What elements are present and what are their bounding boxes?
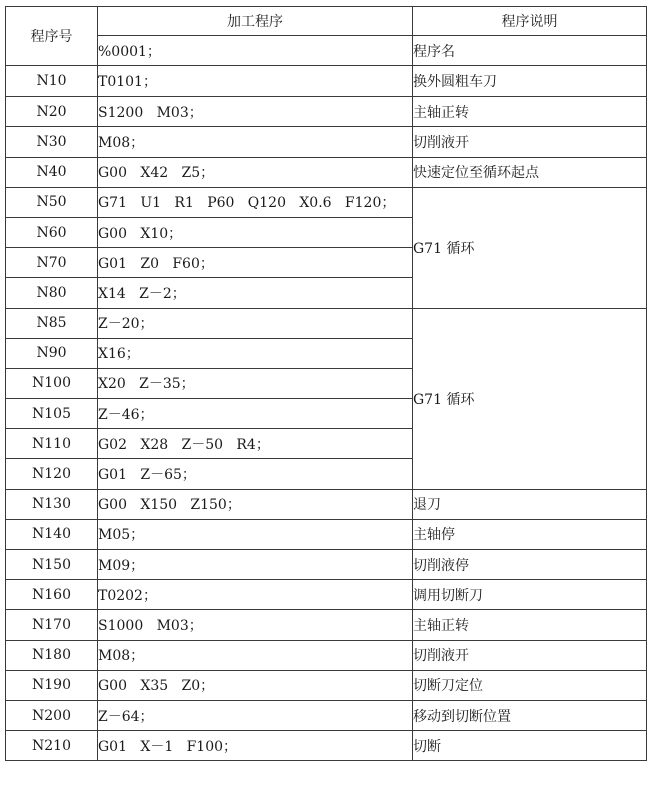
- row-code: S1000 M03；: [98, 610, 413, 640]
- row-number: N150: [6, 550, 98, 580]
- row-number: N200: [6, 700, 98, 730]
- row-number: N10: [6, 66, 98, 97]
- table-row: [6, 519, 647, 549]
- row-number: N50: [6, 187, 98, 217]
- row-code: X20 Z－35；: [98, 368, 413, 398]
- row-code: Z－20；: [98, 308, 413, 338]
- row-code: G71 U1 R1 P60 Q120 X0.6 F120；: [98, 187, 413, 217]
- program-number-cell: %0001；: [98, 36, 413, 66]
- row-number: N160: [6, 580, 98, 610]
- table-row: [6, 97, 647, 127]
- row-code: G00 X35 Z0；: [98, 670, 413, 700]
- row-code: X16；: [98, 338, 413, 368]
- row-code: Z－46；: [98, 399, 413, 429]
- row-code: T0101；: [98, 66, 413, 97]
- header-machining-program: 加工程序: [98, 7, 413, 36]
- row-number: N140: [6, 519, 98, 549]
- row-description-merged: G71 循环: [413, 187, 647, 308]
- table-row: [6, 731, 647, 761]
- table-row: [6, 489, 647, 519]
- row-number: N130: [6, 489, 98, 519]
- row-number: N100: [6, 368, 98, 398]
- row-code: M08；: [98, 640, 413, 670]
- row-description: 主轴停: [413, 519, 647, 549]
- table-row: [6, 700, 647, 730]
- row-description: 切断刀定位: [413, 670, 647, 700]
- row-description: 调用切断刀: [413, 580, 647, 610]
- row-code: M09；: [98, 550, 413, 580]
- row-code: M08；: [98, 127, 413, 157]
- row-number: N20: [6, 97, 98, 127]
- row-code: G01 Z－65；: [98, 459, 413, 489]
- program-name-row: [6, 36, 647, 66]
- row-number: N110: [6, 429, 98, 459]
- table-row: [6, 670, 647, 700]
- row-code: G00 X150 Z150；: [98, 489, 413, 519]
- row-code: G02 X28 Z－50 R4；: [98, 429, 413, 459]
- row-description-merged: G71 循环: [413, 308, 647, 489]
- row-number: N80: [6, 278, 98, 308]
- row-number: N105: [6, 399, 98, 429]
- row-description: 切削液停: [413, 550, 647, 580]
- row-code: Z－64；: [98, 700, 413, 730]
- row-number: N40: [6, 157, 98, 187]
- row-number: N90: [6, 338, 98, 368]
- row-description: 换外圆粗车刀: [413, 66, 647, 97]
- row-code: T0202；: [98, 580, 413, 610]
- row-code: S1200 M03；: [98, 97, 413, 127]
- row-description: 主轴正转: [413, 610, 647, 640]
- row-number: N85: [6, 308, 98, 338]
- row-description: 快速定位至循环起点: [413, 157, 647, 187]
- table-row: [6, 610, 647, 640]
- row-number: N120: [6, 459, 98, 489]
- row-code: G00 X10；: [98, 217, 413, 247]
- row-number: N60: [6, 217, 98, 247]
- row-description: 切削液开: [413, 640, 647, 670]
- row-code: G00 X42 Z5；: [98, 157, 413, 187]
- table-row: [6, 580, 647, 610]
- table-row: [6, 157, 647, 187]
- row-description: 退刀: [413, 489, 647, 519]
- row-code: X14 Z－2；: [98, 278, 413, 308]
- header-program-description: 程序说明: [413, 7, 647, 36]
- cnc-program-table: [5, 6, 647, 761]
- row-number: N210: [6, 731, 98, 761]
- table-row: [6, 308, 647, 338]
- row-code: G01 Z0 F60；: [98, 248, 413, 278]
- table-row: [6, 127, 647, 157]
- row-number: N70: [6, 248, 98, 278]
- row-code: G01 X－1 F100；: [98, 731, 413, 761]
- row-code: M05；: [98, 519, 413, 549]
- program-name-cell: 程序名: [413, 36, 647, 66]
- header-row: [6, 7, 647, 36]
- table-row: [6, 66, 647, 97]
- row-number: N190: [6, 670, 98, 700]
- table-row: [6, 187, 647, 217]
- row-description: 移动到切断位置: [413, 700, 647, 730]
- header-program-number: 程序号: [6, 7, 98, 66]
- row-description: 切断: [413, 731, 647, 761]
- table-row: [6, 550, 647, 580]
- row-description: 主轴正转: [413, 97, 647, 127]
- row-number: N170: [6, 610, 98, 640]
- table-row: [6, 640, 647, 670]
- row-number: N30: [6, 127, 98, 157]
- row-number: N180: [6, 640, 98, 670]
- row-description: 切削液开: [413, 127, 647, 157]
